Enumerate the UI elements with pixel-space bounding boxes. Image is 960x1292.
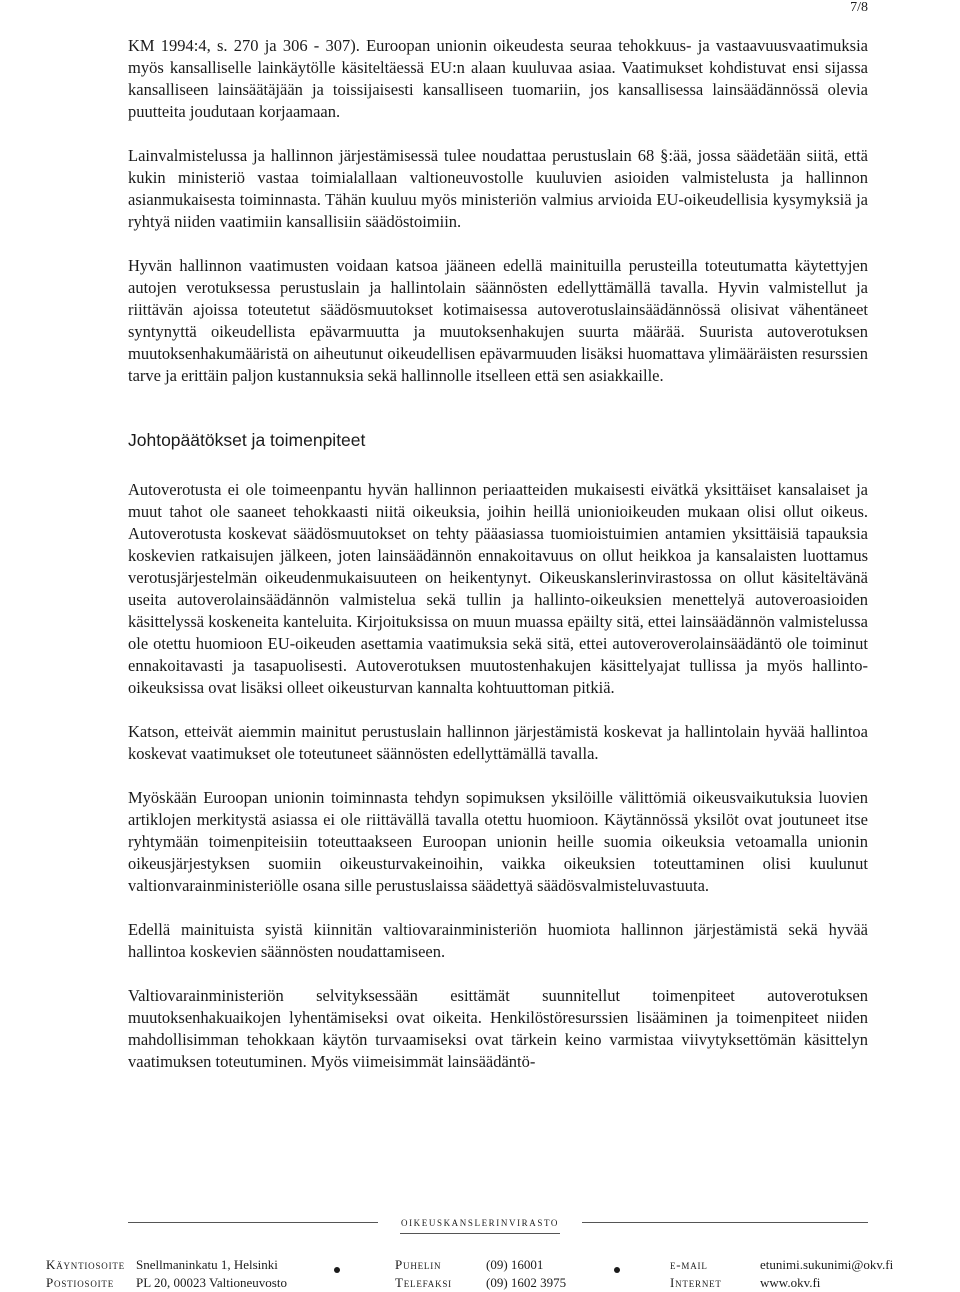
footer-organization-underline	[400, 1233, 560, 1234]
bullet-icon	[614, 1267, 620, 1273]
footer-organization-name: oikeuskanslerinvirasto	[400, 1215, 560, 1229]
paragraph: Myöskään Euroopan unionin toiminnasta tehdyn sopimuksen yksilöille välittömiä oikeusvaikutuksia luovien artiklojen merkitystä asiassa ei ole riittävällä tavalla otettu huomioon. Käytännössä yksilöt ovat joutuneet itse ryhtymään toimenpiteisiin toteuttaakseen Euroopan unionin heille suomia oikeuksia vetoamalla unionin oikeusjärjestyksen suomiin oikeusturvakeinoihin, vaikka oikeuksien toteuttaminen olisi kuulunut valtionvarainministeriölle osana sille perustuslaissa säädettyä säädösvalmisteluvastuuta.	[128, 788, 868, 895]
paragraph: Hyvän hallinnon vaatimusten voidaan katsoa jääneen edellä mainituilla perusteilla toteutumatta käytettyjen autojen verotuksessa perustuslain ja hallintolain säännösten edellyttämällä tavalla. Hyvin valmistellut ja riittävän ajoissa toteutetut säädösmuutokset kotimaisessa autoverotuslainsäädännössä olisivat vähentäneet syntynyttä oikeudellista epävarmuutta ja muutoksenhakujen suurta määrää. Suurista autoverotuksen muutoksenhakumääristä on aiheutunut oikeudellisen epävarmuuden lisäksi huomattava ylimääräisten resurssien tarve ja erittäin paljon kustannuksia sekä hallinnolle itselleen että sen asiakkaille.	[128, 256, 868, 385]
footer-divider-right	[582, 1222, 868, 1223]
paragraph: KM 1994:4, s. 270 ja 306 - 307). Euroopan unionin oikeudesta seuraa tehokkuus- ja vastaavuusvaatimuksia myös kansalliselle lainkäytölle käsiteltäessä EU:n alaan kuuluvaa asiaa. Vaatimukset kohdistuvat ensi sijassa kansalliseen lainsäätäjään ja toissijaisesti kansalliseen tuomariin, jos kansallisessa lainsäädännössä olevia puutteita joudutaan korjaamaan.	[128, 36, 868, 121]
visiting-address-label: Käyntiosoite	[46, 1257, 125, 1272]
fax-label: Telefaksi	[395, 1275, 452, 1290]
footer-row-2	[46, 1274, 916, 1292]
paragraph: Valtiovarainministeriön selvityksessään esittämät suunnitellut toimenpiteet autoverotuksen muutoksenhakuaikojen lyhentämiseksi ovat oikeita. Henkilöstöresurssien lisääminen ja toimenpiteet niiden mahdollisimman tehokkaan käytön turvaamiseksi ovat tärkein keino varmistaa viivytyksettömän käsittelyn vaatimuksen toteutuminen. Myös viimeisimmät lainsäädäntö-	[128, 986, 868, 1071]
paragraph: Autoverotusta ei ole toimeenpantu hyvän hallinnon periaatteiden mukaisesti eivätkä yksittäiset kansalaiset ja muut tahot ole saaneet tehokkaasti niitä oikeuksia, joihin heillä unionioikeuden mukaan olisi ollut oikeus. Autoverotusta koskevat säädösmuutokset on tehty pääasiassa tuomioistuimien antamien yksittäisiä tapauksia koskevien ratkaisujen jälkeen, joten lainsäädännön ennakoitavuus on ollut heikkoa ja kansalaisten luottamus verotusjärjestelmän oikeudenmukaisuuteen on heikentynyt. Oikeuskanslerinvirastossa on ollut käsiteltävänä useita autoverolainsäädännön valmistelua sekä tullin ja hallinto-oikeuksien menettelyä autoveroasioiden käsittelyssä koskeneita kanteluita. Kirjoituksissa on muun muassa epäilty sitä, ettei lainsäädännön valmistelussa ole otettu huomioon EU-oikeuden asettamia vaatimuksia sekä sitä, ettei autoveroverolainsäädäntö ole toiminut ennakoitavasti ja tasapuolisesti. Autoverotuksen muutostenhakujen käsittelyajat tullissa ja myös hallinto-oikeuksissa ovat lisäksi olleet oikeusturvan kannalta kohtuuttoman pitkiä.	[128, 480, 868, 697]
footer-row-1	[46, 1256, 916, 1274]
paragraph: Katson, etteivät aiemmin mainitut perustuslain hallinnon järjestämistä koskevat ja hallintolain hyvää hallintoa koskevat vaatimukset ole toteutuneet säännösten edellyttämällä tavalla.	[128, 722, 868, 763]
website: www.okv.fi	[760, 1275, 821, 1290]
fax-number: (09) 1602 3975	[486, 1275, 567, 1290]
bullet-icon	[334, 1267, 340, 1273]
email-address: etunimi.sukunimi@okv.fi	[760, 1257, 894, 1272]
paragraph: Edellä mainituista syistä kiinnitän valtiovarainministeriön huomiota hallinnon järjestämistä sekä hyvää hallintoa koskevien säännösten noudattamiseen.	[128, 920, 868, 961]
section-heading: Johtopäätökset ja toimenpiteet	[128, 430, 366, 450]
document-body	[128, 35, 868, 1095]
footer-divider-left	[128, 1222, 378, 1223]
phone-label: Puhelin	[395, 1257, 442, 1272]
footer-contact-info	[46, 1256, 916, 1292]
internet-label: Internet	[670, 1275, 722, 1290]
paragraph: Lainvalmistelussa ja hallinnon järjestämisessä tulee noudattaa perustuslain 68 §:ää, jossa säädetään siitä, että kukin ministeriö vastaa toimialallaan valtioneuvostolle kuuluvien asioiden valmistelusta ja hallinnon asianmukaisesta toiminnasta. Tähän kuuluu myös ministeriön valmius arvioida EU-oikeudellisia kysymyksiä ja ryhtyä niiden vaatimiin kansallisiin säädöstoimiin.	[128, 146, 868, 231]
visiting-address: Snellmaninkatu 1, Helsinki	[136, 1257, 278, 1272]
postal-address: PL 20, 00023 Valtioneuvosto	[136, 1275, 287, 1290]
postal-address-label: Postiosoite	[46, 1275, 115, 1290]
phone-number: (09) 16001	[486, 1257, 544, 1272]
page-number: 7/8	[850, 0, 868, 15]
email-label: e-mail	[670, 1257, 708, 1272]
